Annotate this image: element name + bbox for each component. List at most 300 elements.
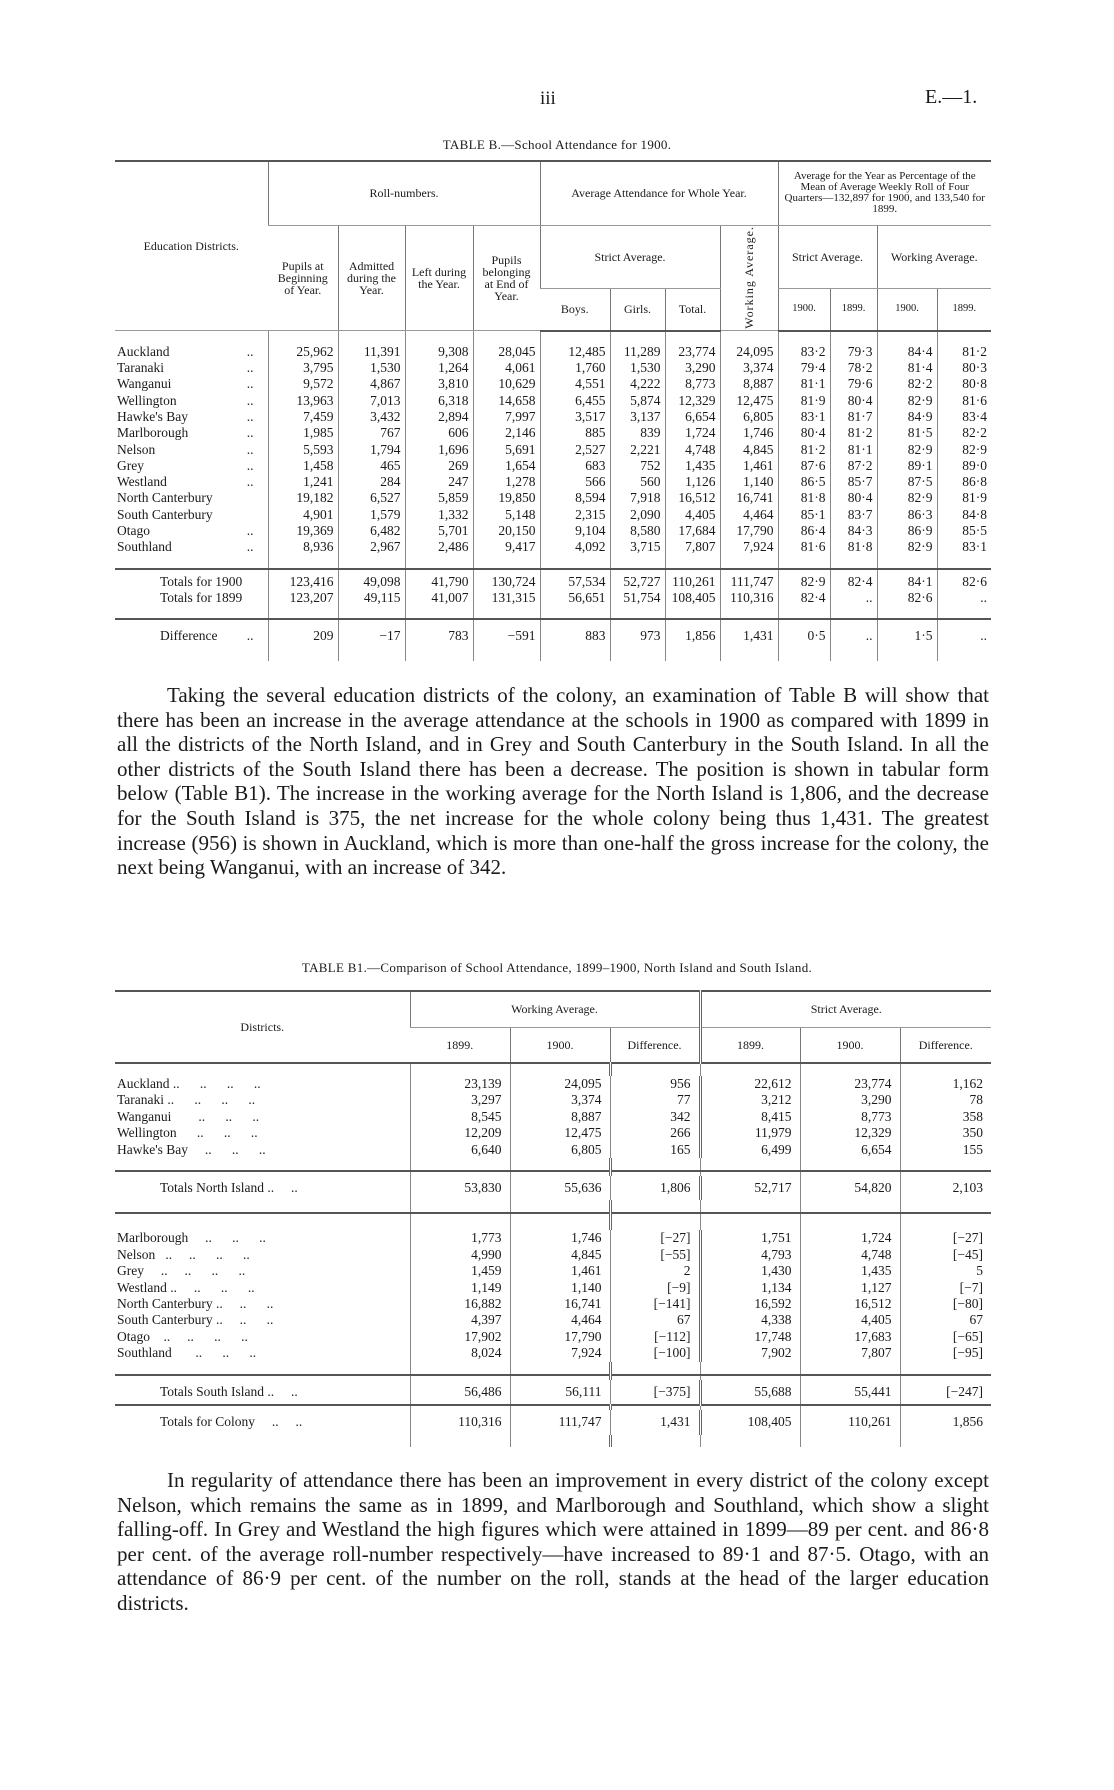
value-cell: 80·8 xyxy=(937,376,991,392)
district-name xyxy=(115,1247,410,1263)
value-cell: 12,329 xyxy=(665,393,720,409)
value-cell: 87·2 xyxy=(830,458,877,474)
value-cell: 16,882 xyxy=(410,1296,510,1312)
value-cell: 3,432 xyxy=(338,409,405,425)
value-cell: [−95] xyxy=(900,1345,991,1361)
dot-leader: .. xyxy=(246,392,254,408)
value-cell: 3,810 xyxy=(405,376,473,392)
value-cell: [−9] xyxy=(610,1280,700,1296)
spacer-cell xyxy=(900,1218,991,1230)
value-cell: 9,572 xyxy=(268,376,338,392)
value-cell: 752 xyxy=(610,458,665,474)
district-name xyxy=(115,425,268,441)
district-label: Hawke's Bay xyxy=(117,408,189,424)
value-cell: 82·2 xyxy=(937,425,991,441)
value-cell: 84·9 xyxy=(877,409,937,425)
value-cell: 17,683 xyxy=(800,1329,900,1345)
value-cell: 86·9 xyxy=(877,523,937,539)
value-cell: .. xyxy=(830,590,877,606)
value-cell: 1,579 xyxy=(338,507,405,523)
value-cell: 1,696 xyxy=(405,442,473,458)
value-cell: 57,534 xyxy=(540,574,610,590)
value-cell: 3,212 xyxy=(700,1092,800,1108)
spacer-cell xyxy=(610,1063,700,1076)
district-row xyxy=(115,507,991,523)
value-cell: 560 xyxy=(610,474,665,490)
value-cell: 17,790 xyxy=(510,1329,610,1345)
spacer-cell xyxy=(665,331,720,344)
value-cell: 247 xyxy=(405,474,473,490)
value-cell: 7,902 xyxy=(700,1345,800,1361)
header-strict-1900: 1900. xyxy=(800,1027,900,1063)
district-name xyxy=(115,624,268,648)
spacer-cell xyxy=(665,556,720,569)
value-cell: [−27] xyxy=(610,1230,700,1246)
district-name xyxy=(115,393,268,409)
district-name xyxy=(115,1076,410,1092)
spacer-cell xyxy=(610,649,665,661)
value-cell: 23,774 xyxy=(800,1076,900,1092)
district-row xyxy=(115,376,991,392)
value-cell: 3,795 xyxy=(268,360,338,376)
value-cell: 885 xyxy=(540,425,610,441)
spacer-cell xyxy=(778,556,830,569)
spacer-cell xyxy=(268,649,338,661)
spacer-cell xyxy=(778,606,830,619)
value-cell: 84·1 xyxy=(877,574,937,590)
district-label: Nelson xyxy=(117,441,156,457)
page-number: iii xyxy=(540,88,556,109)
value-cell: 165 xyxy=(610,1142,700,1158)
value-cell: 55,441 xyxy=(800,1380,900,1405)
spacer-cell xyxy=(877,606,937,619)
table-b-title: TABLE B.—School Attendance for 1900. xyxy=(442,137,672,152)
spacer-cell xyxy=(115,1200,410,1213)
value-cell: 683 xyxy=(540,458,610,474)
value-cell: .. xyxy=(830,624,877,648)
district-name xyxy=(115,574,268,590)
value-cell: .. xyxy=(937,624,991,648)
value-cell: 86·4 xyxy=(778,523,830,539)
header-pct-working: Working Average. xyxy=(877,225,991,288)
south-district-row xyxy=(115,1247,991,1263)
spacer-cell xyxy=(473,649,540,661)
spacer-cell xyxy=(115,331,268,344)
district-row xyxy=(115,360,991,376)
value-cell: 12,329 xyxy=(800,1125,900,1141)
value-cell: 22,612 xyxy=(700,1076,800,1092)
value-cell: 350 xyxy=(900,1125,991,1141)
district-name xyxy=(115,474,268,490)
value-cell: 24,095 xyxy=(720,344,778,360)
district-label: Auckland .. .. .. .. xyxy=(117,1076,261,1091)
value-cell: 2,103 xyxy=(900,1176,991,1200)
table-b1-title: TABLE B1.—Comparison of School Attendance, 1899–1900, North Island and South Island. xyxy=(301,960,813,975)
district-name xyxy=(115,1345,410,1361)
district-row xyxy=(115,458,991,474)
value-cell: 82·9 xyxy=(778,574,830,590)
spacer-cell xyxy=(510,1218,610,1230)
spacer-cell xyxy=(830,331,877,344)
value-cell: [−65] xyxy=(900,1329,991,1345)
value-cell: 5,691 xyxy=(473,442,540,458)
value-cell: 78 xyxy=(900,1092,991,1108)
value-cell: 606 xyxy=(405,425,473,441)
value-cell: 1,746 xyxy=(510,1230,610,1246)
value-cell: 1,746 xyxy=(720,425,778,441)
value-cell: 12,209 xyxy=(410,1125,510,1141)
spacer-cell xyxy=(410,1218,510,1230)
dot-leader: .. xyxy=(246,343,254,359)
value-cell: 2,486 xyxy=(405,539,473,555)
value-cell: 342 xyxy=(610,1109,700,1125)
spacer-cell xyxy=(700,1362,800,1375)
value-cell: 1,654 xyxy=(473,458,540,474)
value-cell: 1,431 xyxy=(610,1410,700,1434)
district-name xyxy=(115,1380,410,1405)
value-cell: 89·0 xyxy=(937,458,991,474)
value-cell: [−27] xyxy=(900,1230,991,1246)
value-cell: 155 xyxy=(900,1142,991,1158)
value-cell: 6,805 xyxy=(720,409,778,425)
district-row xyxy=(115,490,991,506)
value-cell: 83·1 xyxy=(778,409,830,425)
header-strict-difference: Difference. xyxy=(900,1027,991,1063)
spacer-cell xyxy=(877,556,937,569)
district-label: Difference xyxy=(160,628,218,644)
value-cell: 956 xyxy=(610,1076,700,1092)
value-cell: 123,207 xyxy=(268,590,338,606)
spacer-cell xyxy=(115,556,268,569)
value-cell: 6,654 xyxy=(800,1142,900,1158)
district-label: Grey xyxy=(117,457,144,473)
spacer-cell xyxy=(830,606,877,619)
value-cell: [−45] xyxy=(900,1247,991,1263)
value-cell: 14,658 xyxy=(473,393,540,409)
south-district-row xyxy=(115,1263,991,1279)
value-cell: 84·8 xyxy=(937,507,991,523)
district-label: South Canterbury xyxy=(117,506,213,522)
value-cell: 81·7 xyxy=(830,409,877,425)
value-cell: 1,794 xyxy=(338,442,405,458)
header-education-districts: Education Districts. xyxy=(115,161,268,331)
district-name xyxy=(115,490,268,506)
value-cell: 4,748 xyxy=(800,1247,900,1263)
value-cell: 67 xyxy=(900,1312,991,1328)
totals-row xyxy=(115,574,991,590)
header-strict-1899: 1899. xyxy=(700,1027,800,1063)
value-cell: 86·8 xyxy=(937,474,991,490)
value-cell: 7,924 xyxy=(720,539,778,555)
dot-leader: .. xyxy=(246,425,254,441)
spacer-cell xyxy=(720,649,778,661)
spacer-cell xyxy=(800,1063,900,1076)
value-cell: 82·9 xyxy=(937,442,991,458)
spacer-cell xyxy=(405,556,473,569)
district-name xyxy=(115,1125,410,1141)
spacer-cell xyxy=(937,331,991,344)
value-cell: 1,435 xyxy=(665,458,720,474)
value-cell: 19,182 xyxy=(268,490,338,506)
value-cell: 8,936 xyxy=(268,539,338,555)
spacer-cell xyxy=(540,331,610,344)
district-label: Marlborough .. .. .. xyxy=(117,1230,266,1246)
value-cell: 8,887 xyxy=(720,376,778,392)
spacer-cell xyxy=(510,1158,610,1171)
district-label: Totals for 1900 xyxy=(160,573,243,589)
value-cell: 85·7 xyxy=(830,474,877,490)
value-cell: 4,845 xyxy=(510,1247,610,1263)
spacer-cell xyxy=(473,331,540,344)
value-cell: 12,475 xyxy=(720,393,778,409)
value-cell: 16,592 xyxy=(700,1296,800,1312)
value-cell: 1,856 xyxy=(665,624,720,648)
value-cell: 83·1 xyxy=(937,539,991,555)
dot-leader: .. xyxy=(246,408,254,424)
spacer-cell xyxy=(800,1200,900,1213)
spacer-row xyxy=(115,1158,991,1171)
value-cell: 1,806 xyxy=(610,1176,700,1200)
value-cell: 2,221 xyxy=(610,442,665,458)
value-cell: 86·3 xyxy=(877,507,937,523)
spacer-cell xyxy=(540,606,610,619)
value-cell: 1,724 xyxy=(800,1230,900,1246)
value-cell: 79·6 xyxy=(830,376,877,392)
value-cell: 5 xyxy=(900,1263,991,1279)
value-cell: 78·2 xyxy=(830,360,877,376)
value-cell: 82·2 xyxy=(877,376,937,392)
value-cell: 1,431 xyxy=(720,624,778,648)
value-cell: 79·4 xyxy=(778,360,830,376)
value-cell: 883 xyxy=(540,624,610,648)
value-cell: 4,990 xyxy=(410,1247,510,1263)
header-strict-1900: 1900. xyxy=(778,288,830,330)
table-b xyxy=(115,160,991,661)
header-working-difference: Difference. xyxy=(610,1027,700,1063)
value-cell: 12,475 xyxy=(510,1125,610,1141)
value-cell: 56,111 xyxy=(510,1380,610,1405)
header-boys: Boys. xyxy=(540,288,610,330)
spacer-cell xyxy=(540,556,610,569)
district-label: Totals for 1899 xyxy=(160,589,243,605)
dot-leader: .. xyxy=(246,360,254,376)
spacer-cell xyxy=(405,606,473,619)
value-cell: 87·5 xyxy=(877,474,937,490)
value-cell: 3,374 xyxy=(720,360,778,376)
spacer-cell xyxy=(830,649,877,661)
value-cell: 6,482 xyxy=(338,523,405,539)
spacer-cell xyxy=(540,649,610,661)
value-cell: 87·6 xyxy=(778,458,830,474)
value-cell: 358 xyxy=(900,1109,991,1125)
district-label: Southland .. .. .. xyxy=(117,1345,257,1361)
value-cell: 6,318 xyxy=(405,393,473,409)
north-island-totals-row xyxy=(115,1176,991,1200)
value-cell: [−247] xyxy=(900,1380,991,1405)
value-cell: 80·4 xyxy=(778,425,830,441)
value-cell: 6,499 xyxy=(700,1142,800,1158)
dot-leader: .. xyxy=(246,628,254,644)
paragraph-attendance-increase: Taking the several education districts of the colony, an examination of Table B will show that there has been an increase in the average attendance at the schools in 1900 as compared with 1899 in all the districts of the North Island, and in Grey and South Canterbury in the South Island. In all the other districts of the South Island there has been a decrease. The position is shown in tabular form below (Table B1). The increase in the working average for the North Island is 1,806, and the decrease for the South Island is 375, the net increase for the whole colony being thus 1,431. The greatest increase (956) is shown in Auckland, which is more than one-half the gross increase for the colony, the next being Wanganui, with an increase of 342. xyxy=(117,683,989,880)
spacer-cell xyxy=(900,1435,991,1447)
value-cell: 55,688 xyxy=(700,1380,800,1405)
district-name xyxy=(115,376,268,392)
value-cell: 84·3 xyxy=(830,523,877,539)
value-cell: 4,061 xyxy=(473,360,540,376)
paragraph-regularity: In regularity of attendance there has been an improvement in every district of the colony except Nelson, which remains the same as in 1899, and Marlborough and Southland, which show a slight falling-off. In Grey and Westland the high figures which were attained in 1899—89 per cent. and 86·8 per cent. of the average roll-number respectively—have increased to 89·1 and 87·5. Otago, with an attendance of 86·9 per cent. of the number on the roll, stands at the head of the larger education districts. xyxy=(117,1468,989,1615)
value-cell: 49,115 xyxy=(338,590,405,606)
value-cell: 4,222 xyxy=(610,376,665,392)
value-cell: 9,104 xyxy=(540,523,610,539)
south-district-row xyxy=(115,1230,991,1246)
spacer-cell xyxy=(405,649,473,661)
spacer-cell xyxy=(720,606,778,619)
district-name xyxy=(115,1280,410,1296)
district-label: Otago xyxy=(117,523,150,539)
header-working-average: Working Average. xyxy=(410,991,700,1027)
value-cell: 1,856 xyxy=(900,1410,991,1434)
value-cell: 9,417 xyxy=(473,539,540,555)
value-cell: 79·3 xyxy=(830,344,877,360)
value-cell: 8,887 xyxy=(510,1109,610,1125)
district-row xyxy=(115,474,991,490)
spacer-cell xyxy=(700,1200,800,1213)
value-cell: 2,315 xyxy=(540,507,610,523)
value-cell: 3,290 xyxy=(800,1092,900,1108)
district-label: Hawke's Bay .. .. .. xyxy=(117,1141,266,1157)
value-cell: 81·9 xyxy=(937,490,991,506)
value-cell: 5,874 xyxy=(610,393,665,409)
value-cell: 123,416 xyxy=(268,574,338,590)
south-district-row xyxy=(115,1329,991,1345)
value-cell: 16,512 xyxy=(665,490,720,506)
value-cell: 8,594 xyxy=(540,490,610,506)
value-cell: 81·6 xyxy=(937,393,991,409)
district-name xyxy=(115,1296,410,1312)
spacer-cell xyxy=(610,331,665,344)
district-name xyxy=(115,409,268,425)
value-cell: 1,278 xyxy=(473,474,540,490)
district-name xyxy=(115,1109,410,1125)
header-pupils-beginning: Pupils at Beginning of Year. xyxy=(268,225,338,331)
value-cell: 16,512 xyxy=(800,1296,900,1312)
value-cell: 4,338 xyxy=(700,1312,800,1328)
value-cell: 81·2 xyxy=(937,344,991,360)
district-label: North Canterbury .. .. .. xyxy=(117,1296,274,1312)
header-working-1900: 1900. xyxy=(510,1027,610,1063)
value-cell: 4,405 xyxy=(665,507,720,523)
value-cell: 6,805 xyxy=(510,1142,610,1158)
value-cell: 108,405 xyxy=(665,590,720,606)
value-cell: 839 xyxy=(610,425,665,441)
value-cell: 81·2 xyxy=(778,442,830,458)
value-cell: 7,918 xyxy=(610,490,665,506)
header-strict-average: Strict Average. xyxy=(700,991,991,1027)
value-cell: 1,162 xyxy=(900,1076,991,1092)
value-cell: 1,461 xyxy=(720,458,778,474)
value-cell: 2 xyxy=(610,1263,700,1279)
spacer-cell xyxy=(610,1362,700,1375)
value-cell: 67 xyxy=(610,1312,700,1328)
spacer-cell xyxy=(800,1435,900,1447)
value-cell: 1,140 xyxy=(510,1280,610,1296)
value-cell: 82·9 xyxy=(877,539,937,555)
value-cell: 1,241 xyxy=(268,474,338,490)
district-label: Otago .. .. .. .. xyxy=(117,1328,248,1344)
spacer-cell xyxy=(610,1435,700,1447)
value-cell: 11,289 xyxy=(610,344,665,360)
header-strict-average: Strict Average. xyxy=(540,225,720,288)
value-cell: 81·8 xyxy=(778,490,830,506)
value-cell: 4,845 xyxy=(720,442,778,458)
value-cell: 8,024 xyxy=(410,1345,510,1361)
spacer-row xyxy=(115,1435,991,1447)
value-cell: 8,545 xyxy=(410,1109,510,1125)
value-cell: 3,517 xyxy=(540,409,610,425)
district-name xyxy=(115,1092,410,1108)
value-cell: 1,134 xyxy=(700,1280,800,1296)
value-cell: 7,807 xyxy=(800,1345,900,1361)
north-district-row xyxy=(115,1142,991,1158)
value-cell: 0·5 xyxy=(778,624,830,648)
value-cell: 2,146 xyxy=(473,425,540,441)
value-cell: 4,092 xyxy=(540,539,610,555)
spacer-cell xyxy=(510,1063,610,1076)
table-b1 xyxy=(115,990,991,1447)
value-cell: 56,486 xyxy=(410,1380,510,1405)
value-cell: 82·9 xyxy=(877,393,937,409)
value-cell: 11,391 xyxy=(338,344,405,360)
value-cell: 85·5 xyxy=(937,523,991,539)
value-cell: 13,963 xyxy=(268,393,338,409)
value-cell: 6,455 xyxy=(540,393,610,409)
value-cell: 1,724 xyxy=(665,425,720,441)
value-cell: [−100] xyxy=(610,1345,700,1361)
value-cell: 1,459 xyxy=(410,1263,510,1279)
district-label: Wellington .. .. .. xyxy=(117,1125,258,1141)
value-cell: [−141] xyxy=(610,1296,700,1312)
value-cell: 52,717 xyxy=(700,1176,800,1200)
spacer-cell xyxy=(700,1063,800,1076)
spacer-row xyxy=(115,1362,991,1375)
district-label: Totals North Island .. .. xyxy=(160,1180,298,1196)
spacer-cell xyxy=(877,331,937,344)
spacer-cell xyxy=(268,556,338,569)
value-cell: 77 xyxy=(610,1092,700,1108)
value-cell: 17,748 xyxy=(700,1329,800,1345)
value-cell: 80·4 xyxy=(830,490,877,506)
value-cell: 84·4 xyxy=(877,344,937,360)
header-pct-strict: Strict Average. xyxy=(778,225,877,288)
value-cell: 1,140 xyxy=(720,474,778,490)
totals-row xyxy=(115,590,991,606)
value-cell: [−7] xyxy=(900,1280,991,1296)
district-label: Taranaki xyxy=(117,360,165,376)
district-name xyxy=(115,360,268,376)
value-cell: 82·9 xyxy=(877,490,937,506)
value-cell: 5,148 xyxy=(473,507,540,523)
spacer-cell xyxy=(877,649,937,661)
header-working-1899: 1899. xyxy=(937,288,991,330)
spacer-cell xyxy=(937,606,991,619)
north-district-row xyxy=(115,1076,991,1092)
spacer-cell xyxy=(937,556,991,569)
value-cell: 1,149 xyxy=(410,1280,510,1296)
district-name xyxy=(115,1263,410,1279)
value-cell: 8,773 xyxy=(800,1109,900,1125)
district-name xyxy=(115,344,268,360)
header-working-average-text: Working Average. xyxy=(742,225,756,329)
